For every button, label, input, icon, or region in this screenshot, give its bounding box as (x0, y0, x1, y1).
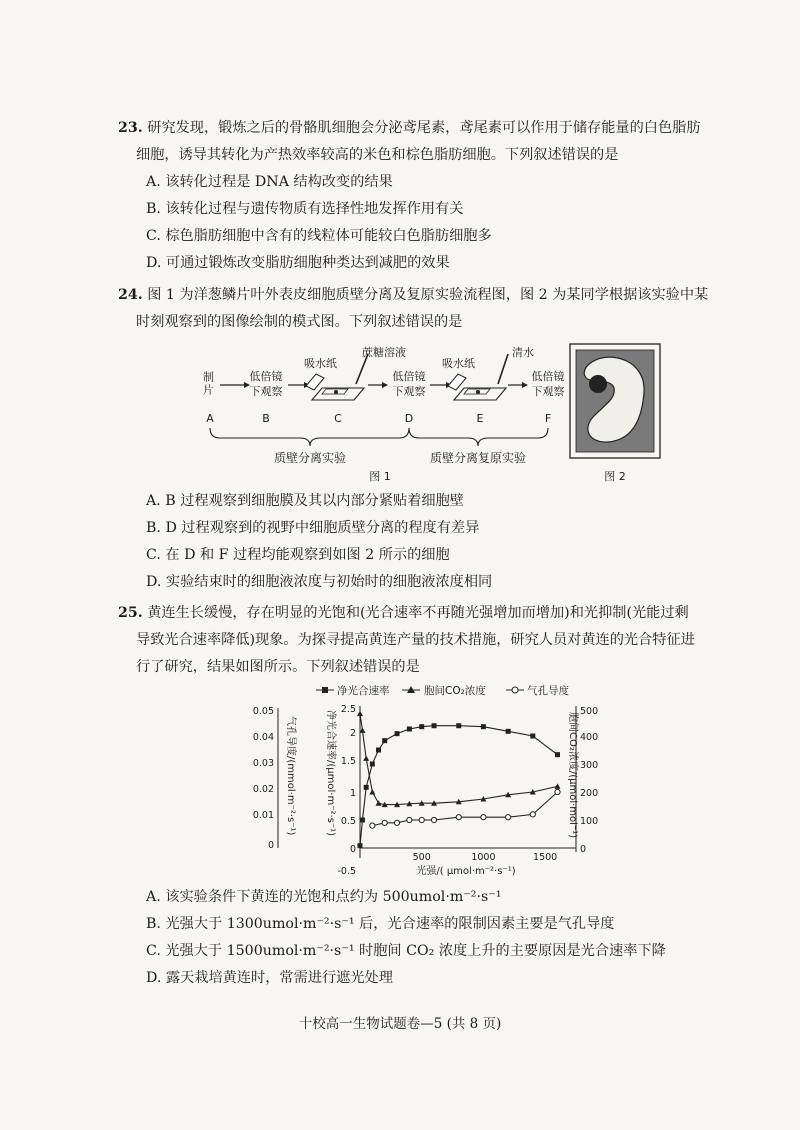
question-23 (118, 115, 778, 277)
step-f-label-2: 下观察 (531, 385, 565, 398)
data-point-circle (407, 817, 412, 822)
data-point-circle (506, 815, 511, 820)
question-23-stem (118, 115, 778, 169)
step-letter: E (476, 412, 484, 425)
tick-label: 400 (580, 732, 599, 743)
option-d[interactable]: D. 露天栽培黄连时，常需进行遮光处理 (146, 970, 393, 986)
question-25-stem (118, 600, 778, 681)
step-b-label-1: 低倍镜 (249, 370, 283, 383)
data-point-circle (394, 820, 399, 825)
legend-circle-marker (512, 687, 518, 693)
x-axis-title: 光强/( μmol·m⁻²·s⁻¹) (416, 866, 516, 877)
data-point-square (382, 738, 387, 743)
stem-line: 图 1 为洋葱鳞片叶外表皮细胞质壁分离及复原实验流程图，图 2 为某同学根据该实验中某 (147, 287, 709, 303)
co2-axis-ticks (580, 706, 598, 855)
data-point-square (506, 729, 511, 734)
data-point-square (456, 723, 461, 728)
figure-1-flowchart (196, 342, 566, 486)
data-point-circle (370, 823, 375, 828)
data-point-circle (555, 789, 560, 794)
step-letter: F (544, 412, 552, 425)
data-point-triangle (357, 711, 363, 717)
tick-label: 0.01 (252, 810, 274, 821)
figure-1-caption: 图 1 (369, 470, 391, 483)
tick-label: 1500 (533, 852, 558, 863)
step-a-label: 制片 (201, 371, 215, 397)
data-point-circle (456, 815, 461, 820)
question-25 (118, 600, 778, 681)
chart-legend (316, 684, 569, 697)
chart-plot-area (357, 711, 560, 849)
question-24-stem (118, 282, 778, 336)
option-b[interactable]: B. 该转化过程与遗传物质有选择性地发挥作用有关 (146, 201, 464, 217)
step-b-label-2: 下观察 (249, 385, 283, 398)
step-letter: A (206, 412, 214, 425)
tick-label: 500 (580, 706, 599, 717)
step-f-label-1: 低倍镜 (531, 370, 565, 383)
step-d-label-2: 下观察 (392, 385, 426, 398)
step-letter: D (404, 412, 414, 425)
co2-axis-title: 胞间CO₂浓度/(μmol·mol⁻¹) (567, 712, 578, 839)
tick-label: 0.5 (340, 816, 356, 827)
absorbent-paper-label-2: 吸水纸 (442, 357, 475, 370)
data-point-circle (382, 820, 387, 825)
data-point-square (419, 724, 424, 729)
net-photosynthesis-axis-ticks (337, 704, 356, 877)
legend-stomatal: 气孔导度 (527, 685, 569, 697)
question-number: 23. (118, 120, 143, 136)
data-point-circle (431, 817, 436, 822)
data-point-square (481, 724, 486, 729)
stomatal-axis-ticks (253, 706, 274, 851)
tick-label: 1.5 (340, 756, 356, 767)
question-number: 25. (118, 605, 143, 621)
tick-label: 200 (580, 788, 599, 799)
option-d[interactable]: D. 实验结束时的细胞液浓度与初始时的细胞液浓度相同 (146, 574, 493, 590)
data-point-square (376, 748, 381, 753)
data-point-circle (530, 812, 535, 817)
tick-label: 1 (349, 788, 356, 799)
data-point-circle (419, 817, 424, 822)
stem-line: 导致光合速率降低)现象。为探寻提高黄连产量的技术措施，研究人员对黄连的光合特征进 (136, 632, 695, 648)
arrow-head (382, 382, 388, 388)
data-point-square (370, 762, 375, 767)
tick-label: 0.03 (252, 758, 274, 769)
tick-label: 0 (267, 840, 274, 851)
tick-label: 500 (412, 852, 431, 863)
option-a[interactable]: A. 该实验条件下黄连的光饱和点约为 500umol·m⁻²·s⁻¹ (146, 889, 502, 905)
question-number: 24. (118, 287, 143, 303)
data-point-triangle (554, 783, 560, 789)
dropper-icon (498, 354, 508, 384)
brace-right (409, 428, 548, 446)
tick-label: 0.02 (252, 784, 274, 795)
absorbent-paper-label-1: 吸水纸 (304, 357, 337, 370)
tick-label: 2.5 (340, 704, 356, 715)
figure-2-cell (564, 342, 664, 486)
question-25-options (118, 884, 778, 992)
legend-net-photosynthesis: 净光合速率 (337, 685, 390, 697)
option-c[interactable]: C. 光强大于 1500umol·m⁻²·s⁻¹ 时胞间 CO₂ 浓度上升的主要原因是光合速率下降 (146, 943, 666, 959)
data-point-square (395, 731, 400, 736)
stomatal-axis-title: 气孔导度/(mmol·m⁻²·s⁻¹) (285, 716, 296, 836)
tick-label: 0.04 (252, 732, 274, 743)
tick-label: 100 (580, 816, 599, 827)
figure-2-caption: 图 2 (604, 470, 626, 483)
tick-label: 0.05 (252, 706, 274, 717)
option-a[interactable]: A. B 过程观察到细胞膜及其以内部分紧贴着细胞壁 (146, 493, 464, 509)
tick-label: 0 (349, 844, 356, 855)
x-axis-ticks (413, 852, 558, 863)
step-letter: C (334, 412, 342, 425)
legend-intercellular-co2: 胞间CO₂浓度 (424, 685, 486, 697)
stem-line: 研究发现，锻炼之后的骨骼肌细胞会分泌鸢尾素，鸢尾素可以作用于储存能量的白色脂肪 (147, 120, 701, 136)
stem-line: 时刻观察到的图像绘制的模式图。下列叙述错误的是 (136, 314, 463, 330)
series-line-circle (372, 792, 557, 826)
data-point-triangle (369, 789, 375, 795)
stem-line: 黄连生长缓慢，存在明显的光饱和(光合速率不再随光强增加而增加)和光抑制(光能过剩 (147, 605, 689, 621)
brace-left (210, 428, 409, 446)
data-point-triangle (376, 800, 382, 806)
brace-right-label: 质壁分离复原实验 (429, 451, 527, 465)
data-point-triangle (363, 755, 369, 761)
tick-label: 2 (349, 728, 356, 739)
tick-label: -0.5 (337, 866, 356, 877)
data-point-square (555, 752, 560, 757)
data-point-circle (481, 815, 486, 820)
step-d-label-1: 低倍镜 (392, 370, 426, 383)
tick-label: 0 (580, 844, 587, 855)
legend-square-marker (322, 687, 328, 693)
stem-line: 细胞，诱导其转化为产热效率较高的米色和棕色脂肪细胞。下列叙述错误的是 (136, 147, 619, 163)
series-line-square (360, 726, 557, 846)
option-d[interactable]: D. 可通过锻炼改变脂肪细胞种类达到减肥的效果 (146, 255, 450, 271)
chart-svg (230, 680, 600, 878)
page-footer: 十校高一生物试题卷—5 (共 8 页) (298, 1016, 502, 1032)
sucrose-solution-label: 蔗糖溶液 (362, 346, 406, 359)
option-b[interactable]: B. 光强大于 1300umol·m⁻²·s⁻¹ 后，光合速率的限制因素主要是气孔导度 (146, 916, 615, 932)
question-24 (118, 282, 778, 336)
data-point-square (364, 785, 369, 790)
clear-water-label: 清水 (512, 346, 534, 359)
tick-label: 300 (580, 760, 599, 771)
brace-left-label: 质壁分离实验 (273, 451, 347, 465)
data-point-square (358, 843, 363, 848)
arrow-head (522, 382, 528, 388)
option-c[interactable]: C. 棕色脂肪细胞中含有的线粒体可能较白色脂肪细胞多 (146, 228, 492, 244)
data-point-square (530, 734, 535, 739)
option-b[interactable]: B. D 过程观察到的视野中细胞质壁分离的程度有差异 (146, 520, 480, 536)
data-point-square (360, 818, 365, 823)
option-c[interactable]: C. 在 D 和 F 过程均能观察到如图 2 所示的细胞 (146, 547, 450, 563)
option-a[interactable]: A. 该转化过程是 DNA 结构改变的结果 (146, 174, 393, 190)
photosynthesis-chart (230, 680, 600, 878)
net-photosynthesis-axis-title: 净光合速率/(μmol·m⁻²·s⁻¹) (325, 710, 336, 837)
data-point-square (407, 727, 412, 732)
tick-label: 1000 (471, 852, 496, 863)
data-point-square (432, 723, 437, 728)
nucleus (589, 375, 607, 393)
step-letter: B (262, 412, 270, 425)
question-24-options (118, 488, 778, 596)
stem-line: 行了研究，结果如图所示。下列叙述错误的是 (136, 659, 420, 675)
